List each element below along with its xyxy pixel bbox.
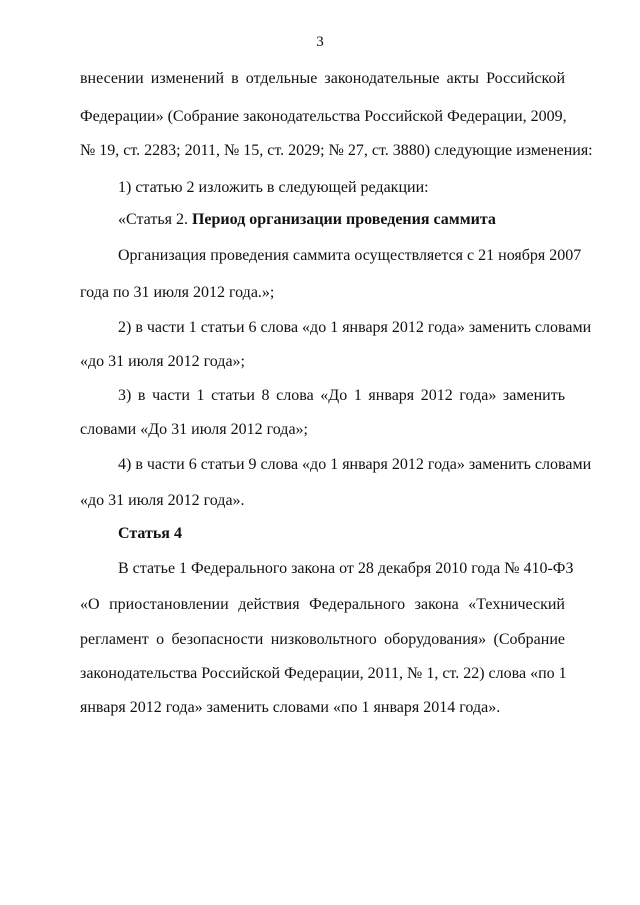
paragraph-line: регламент о безопасности низковольтного оборудования» (Собрание bbox=[80, 631, 565, 648]
paragraph-line: года по 31 июля 2012 года.»; bbox=[80, 284, 275, 301]
paragraph-line: «до 31 июля 2012 года». bbox=[80, 492, 245, 509]
paragraph-line: словами «До 31 июля 2012 года»; bbox=[80, 421, 308, 438]
paragraph-line: «до 31 июля 2012 года»; bbox=[80, 353, 245, 370]
article-4-heading: Статья 4 bbox=[118, 525, 182, 542]
amendment-item-1: 1) статью 2 изложить в следующей редакции: bbox=[118, 179, 429, 196]
amendment-item-4: 4) в части 6 статьи 9 слова «до 1 января 2012 года» заменить словами bbox=[118, 456, 592, 473]
paragraph-line: Федерации» (Собрание законодательства Российской Федерации, 2009, bbox=[80, 108, 567, 125]
page-number: 3 bbox=[316, 34, 324, 50]
paragraph-line: Организация проведения саммита осуществляется с 21 ноября 2007 bbox=[118, 247, 582, 264]
paragraph-line: В статье 1 Федерального закона от 28 декабря 2010 года № 410-ФЗ bbox=[118, 560, 574, 577]
paragraph-line: № 19, ст. 2283; 2011, № 15, ст. 2029; № 27, ст. 3880) следующие изменения: bbox=[80, 142, 593, 159]
amendment-item-2: 2) в части 1 статьи 6 слова «до 1 января 2012 года» заменить словами bbox=[118, 319, 592, 336]
article-2-heading bbox=[118, 210, 518, 230]
paragraph-line: внесении изменений в отдельные законодательные акты Российской bbox=[80, 70, 565, 87]
article-2-heading-prefix: «Статья 2. bbox=[118, 211, 192, 228]
paragraph-line: января 2012 года» заменить словами «по 1 января 2014 года». bbox=[80, 699, 501, 716]
paragraph-line: «О приостановлении действия Федерального закона «Технический bbox=[80, 596, 565, 613]
paragraph-line: законодательства Российской Федерации, 2011, № 1, ст. 22) слова «по 1 bbox=[80, 665, 567, 682]
amendment-item-3: 3) в части 1 статьи 8 слова «До 1 января 2012 года» заменить bbox=[118, 387, 565, 404]
article-2-heading-title: Период организации проведения саммита bbox=[191, 211, 496, 228]
